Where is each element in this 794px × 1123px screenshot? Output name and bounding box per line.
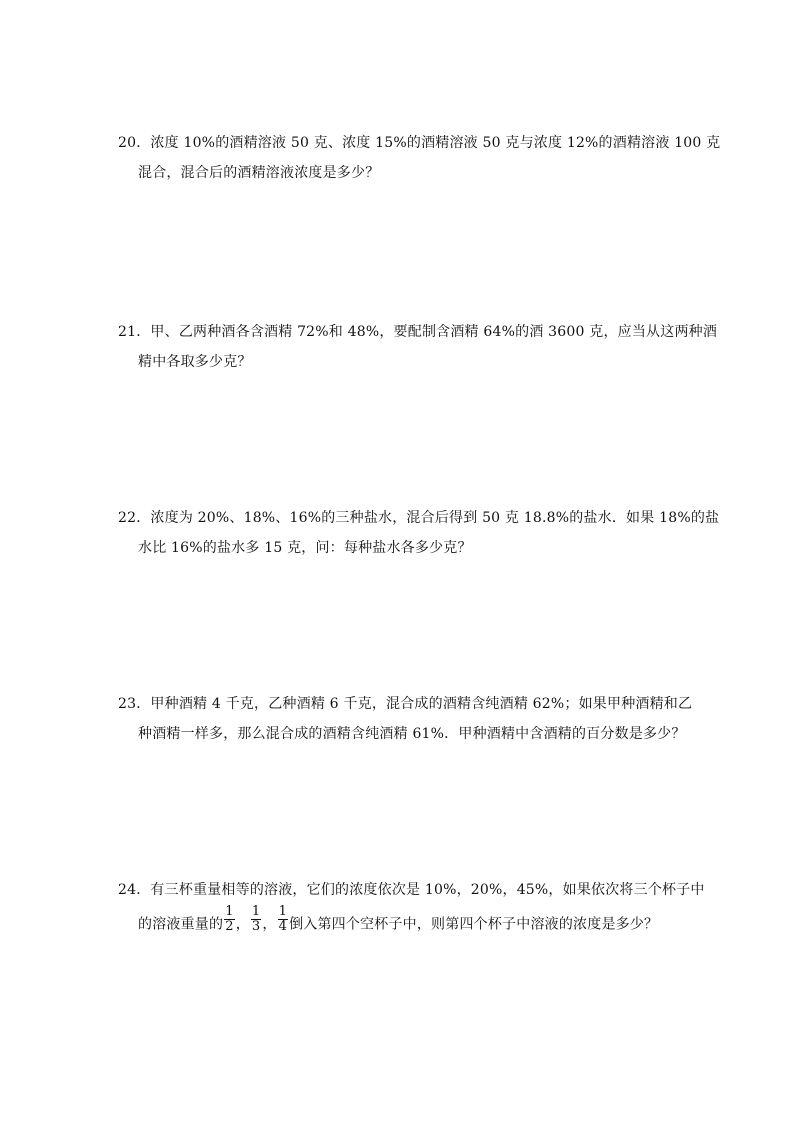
problem-text: 倒入第四个空杯子中，则第四个杯子中溶液的浓度是多少？ bbox=[289, 916, 659, 933]
problem-20 bbox=[118, 134, 721, 182]
fraction-denominator: 2 bbox=[225, 919, 234, 934]
separator: ， bbox=[262, 916, 277, 933]
problem-24-line-1 bbox=[118, 881, 705, 899]
problem-24 bbox=[118, 881, 705, 936]
fraction-numerator: 1 bbox=[225, 904, 234, 919]
problem-23-line-2: 种酒精一样多，那么混合成的酒精含纯酒精 61%．甲种酒精中含酒精的百分数是多少？ bbox=[138, 726, 686, 742]
problem-20-line-2: 混合，混合后的酒精溶液浓度是多少？ bbox=[138, 165, 380, 181]
problem-text: 浓度为 20%、18%、16%的三种盐水，混合后得到 50 克 18.8%的盐水．如果 18%的盐 bbox=[150, 510, 720, 526]
problem-number: 23． bbox=[118, 696, 151, 712]
problem-24-line-2 bbox=[118, 904, 678, 936]
fraction-one-third bbox=[251, 905, 261, 934]
problem-text: 的溶液重量的 bbox=[138, 916, 224, 933]
fraction-numerator: 1 bbox=[278, 904, 288, 919]
problem-number: 20． bbox=[118, 135, 151, 151]
problem-21 bbox=[118, 323, 718, 371]
problem-21-line-2: 精中各取多少克？ bbox=[138, 354, 252, 370]
problem-text: 浓度 10%的酒精溶液 50 克、浓度 15%的酒精溶液 50 克与浓度 12%的酒精溶液 100 克 bbox=[150, 135, 721, 151]
problem-22-line-2: 水比 16%的盐水多 15 克，问：每种盐水各多少克？ bbox=[138, 540, 472, 556]
problem-23 bbox=[118, 695, 693, 743]
problem-22 bbox=[118, 509, 720, 557]
separator: ， bbox=[235, 916, 250, 933]
problem-22-line-1 bbox=[118, 509, 720, 527]
problem-number: 22． bbox=[118, 510, 151, 526]
fraction-one-quarter bbox=[278, 905, 288, 934]
problem-number: 21． bbox=[118, 324, 151, 340]
problem-21-line-1 bbox=[118, 323, 718, 341]
problem-text: 甲种酒精 4 千克，乙种酒精 6 千克，混合成的酒精含纯酒精 62%；如果甲种酒精和乙 bbox=[150, 696, 693, 712]
fraction-denominator: 3 bbox=[251, 919, 261, 934]
problem-number: 24． bbox=[118, 882, 151, 898]
problem-text: 甲、乙两种酒各含酒精 72%和 48%，要配制含酒精 64%的酒 3600 克，应当从这两种酒 bbox=[150, 324, 718, 340]
fraction-numerator: 1 bbox=[251, 904, 261, 919]
fraction-one-half bbox=[224, 905, 234, 934]
fraction-denominator: 4 bbox=[278, 919, 288, 934]
problem-20-line-1 bbox=[118, 134, 721, 152]
problem-23-line-1 bbox=[118, 695, 693, 713]
problem-text: 有三杯重量相等的溶液，它们的浓度依次是 10%，20%，45%，如果依次将三个杯子中 bbox=[150, 882, 705, 898]
